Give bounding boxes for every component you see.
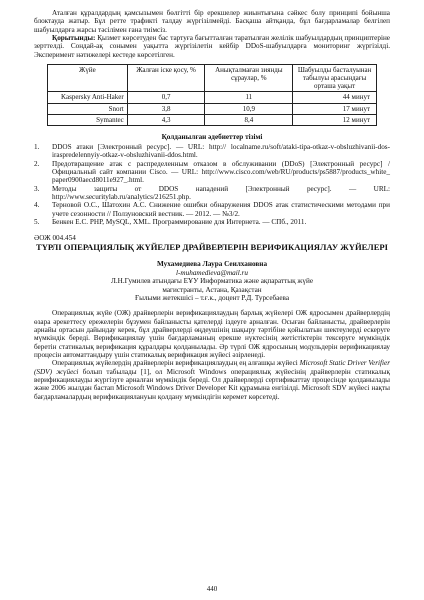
reference-item bbox=[34, 201, 390, 218]
reference-text: Предотвращение атак с распределенным отказом в обслуживании (DDoS) [Электронный ресурс] / Официальный сайт компании Cisco. — URL: http://www.cisco.com/web/RU/products/ps5887/products_white_ paper0900aecd8011e927_.html. bbox=[52, 159, 390, 185]
reference-item bbox=[34, 160, 390, 185]
reference-number: 2. bbox=[34, 159, 40, 168]
table-cell: 10,9 bbox=[205, 103, 293, 114]
table-header-cell: Жүйе bbox=[48, 65, 128, 92]
intro-paragraph: Аталған құралдардың қамсызымен бөлгітті бір ерекшелер жиынтығына сәйкес болу принципі бойынша блоктауда жатыр. Бұл ретте трафикті талдау жүргізілмейді. Басқаша айтқанда, бұл бағдарламалар белгілеп шабуылдарға жарсы тәсілімен ғана тиімсіз. bbox=[34, 9, 390, 34]
body-text: болып табылады [1], ол Microsoft Windows операциялық жүйесінің драйверлерін статикалық верификациялауды жүргізуге арналған мүмкіндік береді. Ол драйверлерді сертификаттау процесінде қолданылады және 2006 жылдан бастап Microsoft Windows Driver Developer Kit құрамына енгізілді. Microsoft SDV жүйесі нақты бағдарламалардың верификациялануын қолдану мүмкіндігін керемет көрсетеді. bbox=[34, 367, 391, 401]
reference-text: Терновой О.С., Шатохин А.С. Снижение ошибки обнаружения DDOS атак статистическими методами при учете сезонности // Ползуновский вестник. — 2012. — №3/2. bbox=[52, 201, 390, 218]
table-cell: Symantec bbox=[48, 114, 128, 125]
results-table bbox=[47, 64, 377, 126]
table-cell: 11 bbox=[205, 92, 293, 103]
affiliation-line: магистранты, Астана, Қазақстан bbox=[162, 285, 262, 294]
table-header-cell: Анықталмаған зиянды сұраулар, % bbox=[205, 65, 293, 92]
table-cell: 44 минут bbox=[293, 92, 377, 103]
table-header-cell: Шабуылды басталуынан табылуы арасындағы орташа уақыт bbox=[293, 65, 377, 92]
page-number: 440 bbox=[206, 585, 218, 593]
table-cell: 12 минут bbox=[293, 114, 377, 125]
reference-text: Методы защиты от DDOS нападений [Электронный ресурс]. — URL: http://www.securitylab.ru/analytics/216251.php. bbox=[52, 184, 390, 202]
table-row bbox=[48, 92, 377, 103]
reference-item bbox=[34, 185, 390, 202]
reference-number: 4. bbox=[34, 201, 40, 210]
conclusion-label: Қорытынды: bbox=[52, 34, 96, 43]
reference-text: DDOS атаки [Электронный ресурс]. — URL: http:// localname.ru/soft/ataki-tipa-otkaz-v-obsluzhivanii-dos-iraspredelennyiy-otkaz-v-obsluzhivanii-ddos.html. bbox=[52, 143, 390, 160]
reference-item bbox=[34, 218, 390, 226]
table-cell: Snort bbox=[48, 103, 128, 114]
conclusion-paragraph bbox=[34, 34, 390, 59]
reference-number: 5. bbox=[34, 218, 40, 227]
table-cell: 4,3 bbox=[127, 114, 205, 125]
reference-item bbox=[34, 143, 390, 160]
table-row bbox=[48, 114, 377, 125]
reference-text: Бенкен Е.С. PHP, MySQL, XML. Программирование для Интернета. — СПб., 2011. bbox=[52, 218, 307, 227]
table-header-cell: Жалған іске қосу, % bbox=[127, 65, 205, 92]
affiliation-line: Л.Н.Гумилев атындағы ЕҰУ Информатика және ақпараттық жүйе bbox=[110, 277, 314, 286]
references-list bbox=[34, 143, 390, 226]
table-row bbox=[48, 103, 377, 114]
table-cell: 3,8 bbox=[127, 103, 205, 114]
reference-number: 1. bbox=[34, 143, 40, 152]
author-name: Мухамедиева Лаура Сеилхановна bbox=[156, 260, 268, 269]
references-title: Қолданылған әдебиеттер тізімі bbox=[161, 132, 263, 141]
author-email: l-muhamedieva@mail.ru bbox=[176, 268, 248, 277]
table-cell: Kaspersky Anti-Haker bbox=[48, 92, 128, 103]
table-cell: 0,7 bbox=[127, 92, 205, 103]
reference-number: 3. bbox=[34, 184, 40, 193]
body-paragraph bbox=[34, 359, 390, 401]
body-paragraph: Операциялық жүйе (ОЖ) драйверлерін верификациялаудың барлық жүйелері ОЖ ядросымен драйверлердің өзара әрекеттесу ережелерін бұзумен байланысты қателерді іздеуге арналған. Осыған байланысты, драйверлерін арнайы ортасын дайындау керек, бұл драйверлерді өңдеушінің шақыру тәртібіне қойылатын шектеулерді ескеруге мүмкіндік береді. Верификациялау үшін бағдарламаның ерекше нүктесінің жетістіктерін тексеруге мүмкіндік беретін статикалық верификация құралдары қолданылады. Әр түрлі ОЖ ядросының модульдерін верификациялау процесін автоматтандыру үшін статикалық верификация жүйесі әзірленеді. bbox=[34, 309, 390, 359]
table-cell: 8,4 bbox=[205, 114, 293, 125]
conclusion-text: Қызмет көрсетуден бас тартуға бағытталған таратылған желілік шабуылдардың принциптеріне зерттелді. Сондай-ақ сонымен уақытта жүргізілетін кейбір DDoS-шабуылдарға мониторинг жүргізілді. Эксперимент нәтижелері кестеде көрсетілген. bbox=[34, 34, 390, 59]
body-italic-text: Microsoft Static Driver Verifier (SDV) жүйесі bbox=[34, 359, 390, 376]
table-cell: 17 минут bbox=[293, 103, 377, 114]
article-title: ТҮРЛІ ОПЕРАЦИЯЛЫҚ ЖҮЙЕЛЕР ДРАЙВЕРЛЕРІН ВЕРИФИКАЦИЯЛАУ ЖҮЙЕЛЕРІ bbox=[35, 241, 389, 252]
supervisor-line: Ғылыми жетекшісі – т.ғ.к., доцент Р.Д. Турсебаева bbox=[134, 293, 290, 302]
body-text: Операциялық жүйелердің драйверлерін верификациялаудың ең алғашқы жүйесі bbox=[52, 359, 300, 368]
table-header-row bbox=[48, 65, 377, 92]
udc-code: ӘОЖ 004.454 bbox=[34, 233, 76, 242]
